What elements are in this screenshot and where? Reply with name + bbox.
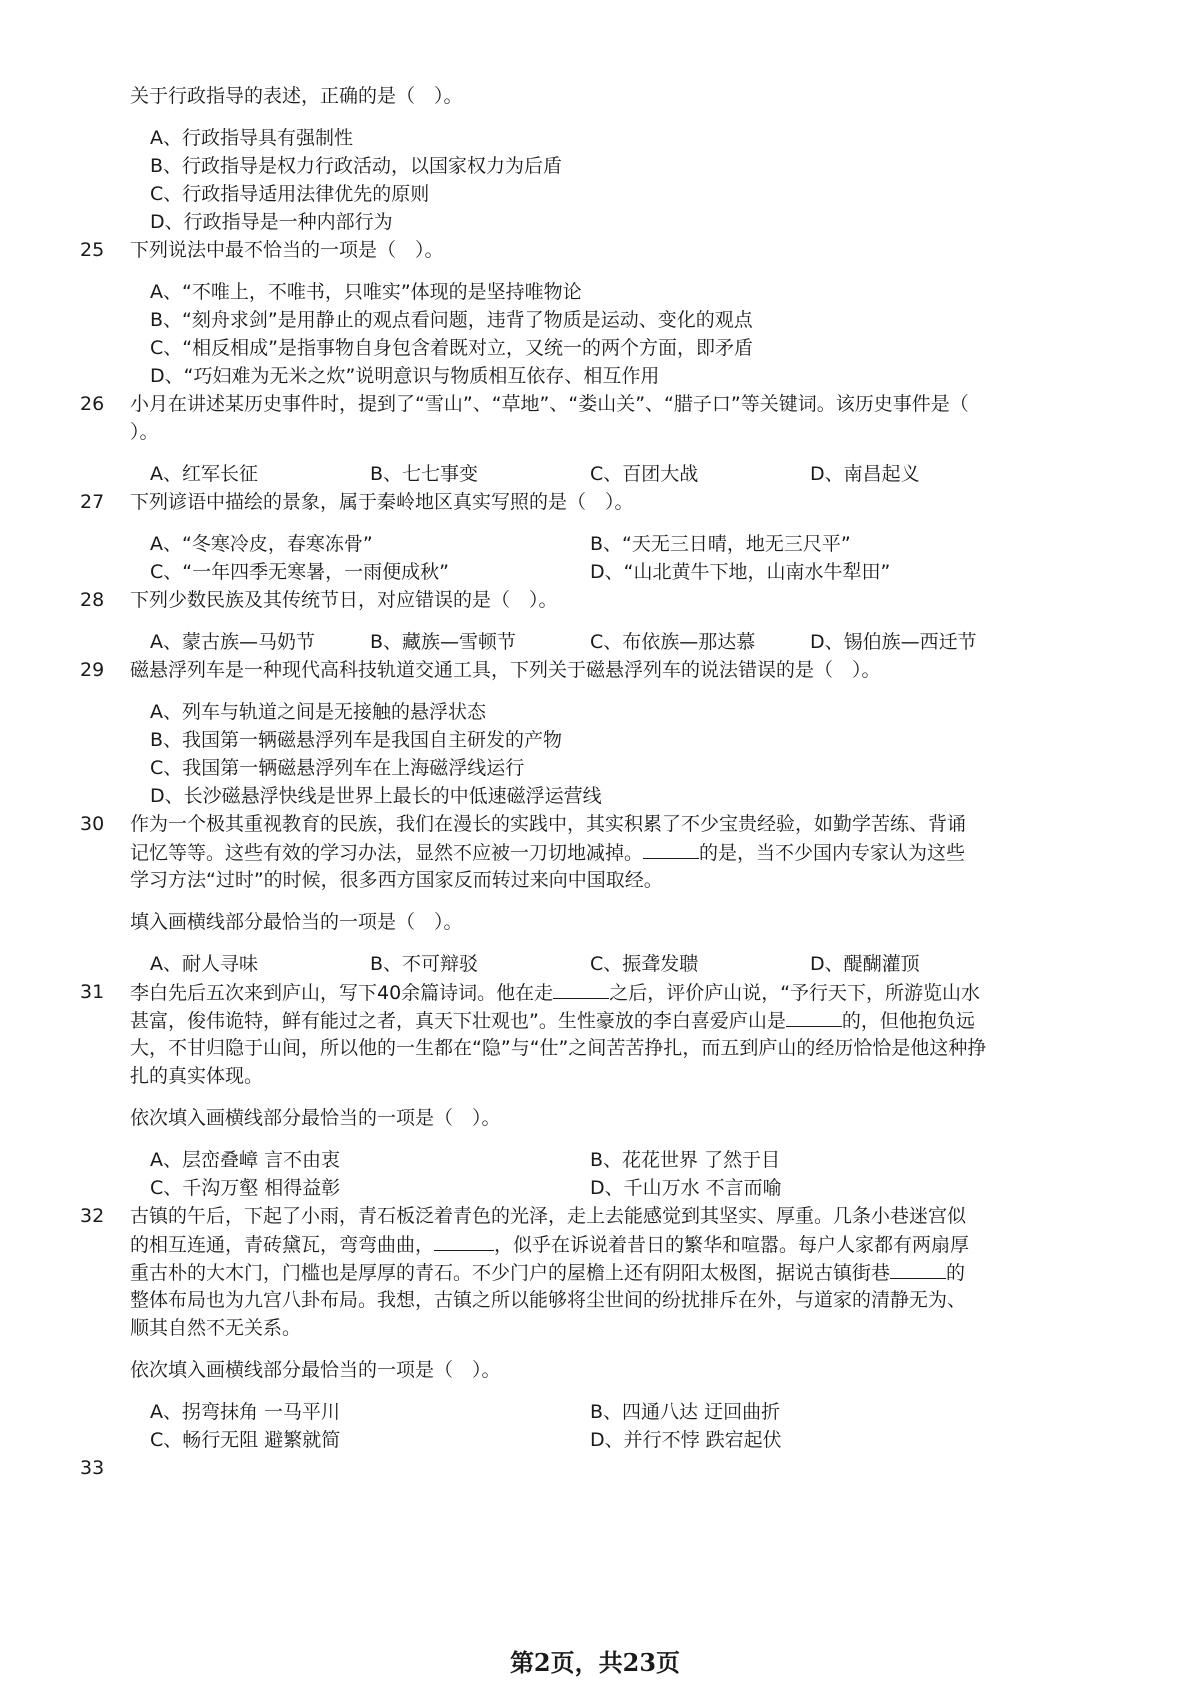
passage-line: 扎的真实体现。 xyxy=(130,1065,264,1087)
option-b: B、不可辩驳 xyxy=(370,953,479,975)
option-b: B、藏族—雪顿节 xyxy=(370,631,517,653)
option-b: B、四通八达 迂回曲折 xyxy=(590,1401,781,1423)
passage-line xyxy=(130,1260,965,1285)
option-d: D、醍醐灌顶 xyxy=(810,953,920,975)
fill-blank xyxy=(553,980,609,999)
question-number: 33 xyxy=(80,1457,105,1479)
passage-text: 的 xyxy=(946,1262,966,1284)
option-d: D、行政指导是一种内部行为 xyxy=(150,211,393,233)
passage-line: 学习方法“过时”的时候，很多西方国家反而转过来向中国取经。 xyxy=(130,869,663,891)
passage-line xyxy=(130,1008,975,1033)
passage-text: ，似乎在诉说着昔日的繁华和喧嚣。每户人家都有两扇厚 xyxy=(494,1234,970,1256)
option-d: D、锡伯族—西迁节 xyxy=(810,631,977,653)
option-b: B、行政指导是权力行政活动，以国家权力为后盾 xyxy=(150,155,563,177)
option-a: A、拐弯抹角 一马平川 xyxy=(150,1401,341,1423)
question-stem: 小月在讲述某历史事件时，提到了“雪山”、“草地”、“娄山关”、“腊子口”等关键词。该历史事件是（ xyxy=(130,393,969,415)
option-c: C、行政指导适用法律优先的原则 xyxy=(150,183,430,205)
fill-blank xyxy=(786,1008,842,1027)
fill-blank xyxy=(890,1260,946,1279)
question-prompt: 依次填入画横线部分最恰当的一项是（ ）。 xyxy=(130,1107,501,1129)
option-c: C、振聋发聩 xyxy=(590,953,699,975)
option-c: C、畅行无阻 避繁就简 xyxy=(150,1429,341,1451)
option-b: B、“刻舟求剑”是用静止的观点看问题，违背了物质是运动、变化的观点 xyxy=(150,309,753,331)
question-prompt: 依次填入画横线部分最恰当的一项是（ ）。 xyxy=(130,1359,501,1381)
question-number: 25 xyxy=(80,239,105,261)
option-a: A、“不唯上，不唯书，只唯实”体现的是坚持唯物论 xyxy=(150,281,582,303)
option-b: B、花花世界 了然于目 xyxy=(590,1149,781,1171)
option-c: C、千沟万壑 相得益彰 xyxy=(150,1177,341,1199)
passage-text: 之后，评价庐山说，“予行天下，所游览山水 xyxy=(609,982,981,1004)
passage-line xyxy=(130,840,965,865)
question-number: 30 xyxy=(80,813,105,835)
option-b: B、我国第一辆磁悬浮列车是我国自主研发的产物 xyxy=(150,729,563,751)
passage-line: 作为一个极其重视教育的民族，我们在漫长的实践中，其实积累了不少宝贵经验，如勤学苦练、背诵 xyxy=(130,813,967,835)
option-d: D、“山北黄牛下地，山南水牛犁田” xyxy=(590,561,891,583)
question-stem: 下列说法中最不恰当的一项是（ ）。 xyxy=(130,239,444,261)
passage-text: 的相互连通，青砖黛瓦，弯弯曲曲， xyxy=(130,1234,435,1256)
question-stem: 下列谚语中描绘的景象，属于秦岭地区真实写照的是（ ）。 xyxy=(130,491,634,513)
question-stem: 下列少数民族及其传统节日，对应错误的是（ ）。 xyxy=(130,589,558,611)
option-b: B、七七事变 xyxy=(370,463,479,485)
passage-text: 李白先后五次来到庐山，写下40余篇诗词。他在走 xyxy=(130,982,554,1004)
passage-line: 古镇的午后，下起了小雨，青石板泛着青色的光泽，走上去能感觉到其坚实、厚重。几条小巷迷宫似 xyxy=(130,1205,967,1227)
option-d: D、长沙磁悬浮快线是世界上最长的中低速磁浮运营线 xyxy=(150,785,602,807)
question-number: 29 xyxy=(80,659,105,681)
passage-line: 大，不甘归隐于山间，所以他的一生都在“隐”与“仕”之间苦苦挣扎，而五到庐山的经历恰恰是他这种挣 xyxy=(130,1037,987,1059)
question-stem: 关于行政指导的表述，正确的是（ ）。 xyxy=(130,85,463,107)
question-stem-cont: ）。 xyxy=(130,421,159,443)
question-number: 31 xyxy=(80,981,105,1003)
option-b: B、“天无三日晴，地无三尺平” xyxy=(590,533,851,555)
passage-text: 记忆等等。这些有效的学习办法，显然不应被一刀切地减掉。 xyxy=(130,842,644,864)
option-c: C、我国第一辆磁悬浮列车在上海磁浮线运行 xyxy=(150,757,525,779)
option-c: C、百团大战 xyxy=(590,463,699,485)
option-c: C、“一年四季无寒暑，一雨便成秋” xyxy=(150,561,449,583)
question-number: 28 xyxy=(80,589,105,611)
option-a: A、“冬寒冷皮，春寒冻骨” xyxy=(150,533,373,555)
option-c: C、“相反相成”是指事物自身包含着既对立，又统一的两个方面，即矛盾 xyxy=(150,337,753,359)
option-a: A、红军长征 xyxy=(150,463,258,485)
option-a: A、蒙古族—马奶节 xyxy=(150,631,315,653)
question-number: 26 xyxy=(80,393,105,415)
passage-text: 甚富，俊伟诡特，鲜有能过之者，真天下壮观也”。生性豪放的李白喜爱庐山是 xyxy=(130,1010,786,1032)
option-d: D、南昌起义 xyxy=(810,463,920,485)
passage-line xyxy=(130,1232,969,1257)
passage-line: 顺其自然不无关系。 xyxy=(130,1317,302,1339)
page-footer: 第2页，共23页 xyxy=(509,1648,681,1677)
option-a: A、行政指导具有强制性 xyxy=(150,127,353,149)
option-d: D、“巧妇难为无米之炊”说明意识与物质相互依存、相互作用 xyxy=(150,365,660,387)
option-a: A、耐人寻味 xyxy=(150,953,258,975)
question-stem: 磁悬浮列车是一种现代高科技轨道交通工具，下列关于磁悬浮列车的说法错误的是（ ）。 xyxy=(130,659,881,681)
fill-blank xyxy=(434,1232,494,1251)
question-number: 32 xyxy=(80,1205,105,1227)
passage-line xyxy=(130,980,980,1005)
passage-line: 整体布局也为九宫八卦布局。我想，古镇之所以能够将尘世间的纷扰排斥在外，与道家的清静无为、 xyxy=(130,1289,967,1311)
option-c: C、布依族—那达慕 xyxy=(590,631,756,653)
passage-text: 的，但他抱负远 xyxy=(841,1010,975,1032)
question-prompt: 填入画横线部分最恰当的一项是（ ）。 xyxy=(130,911,463,933)
option-d: D、千山万水 不言而喻 xyxy=(590,1177,782,1199)
option-d: D、并行不悖 跌宕起伏 xyxy=(590,1429,782,1451)
passage-text: 的是，当不少国内专家认为这些 xyxy=(699,842,966,864)
option-a: A、层峦叠嶂 言不由衷 xyxy=(150,1149,341,1171)
passage-text: 重古朴的大木门，门槛也是厚厚的青石。不少门户的屋檐上还有阴阳太极图，据说古镇街巷 xyxy=(130,1262,891,1284)
question-number: 27 xyxy=(80,491,105,513)
option-a: A、列车与轨道之间是无接触的悬浮状态 xyxy=(150,701,486,723)
fill-blank xyxy=(643,840,699,859)
